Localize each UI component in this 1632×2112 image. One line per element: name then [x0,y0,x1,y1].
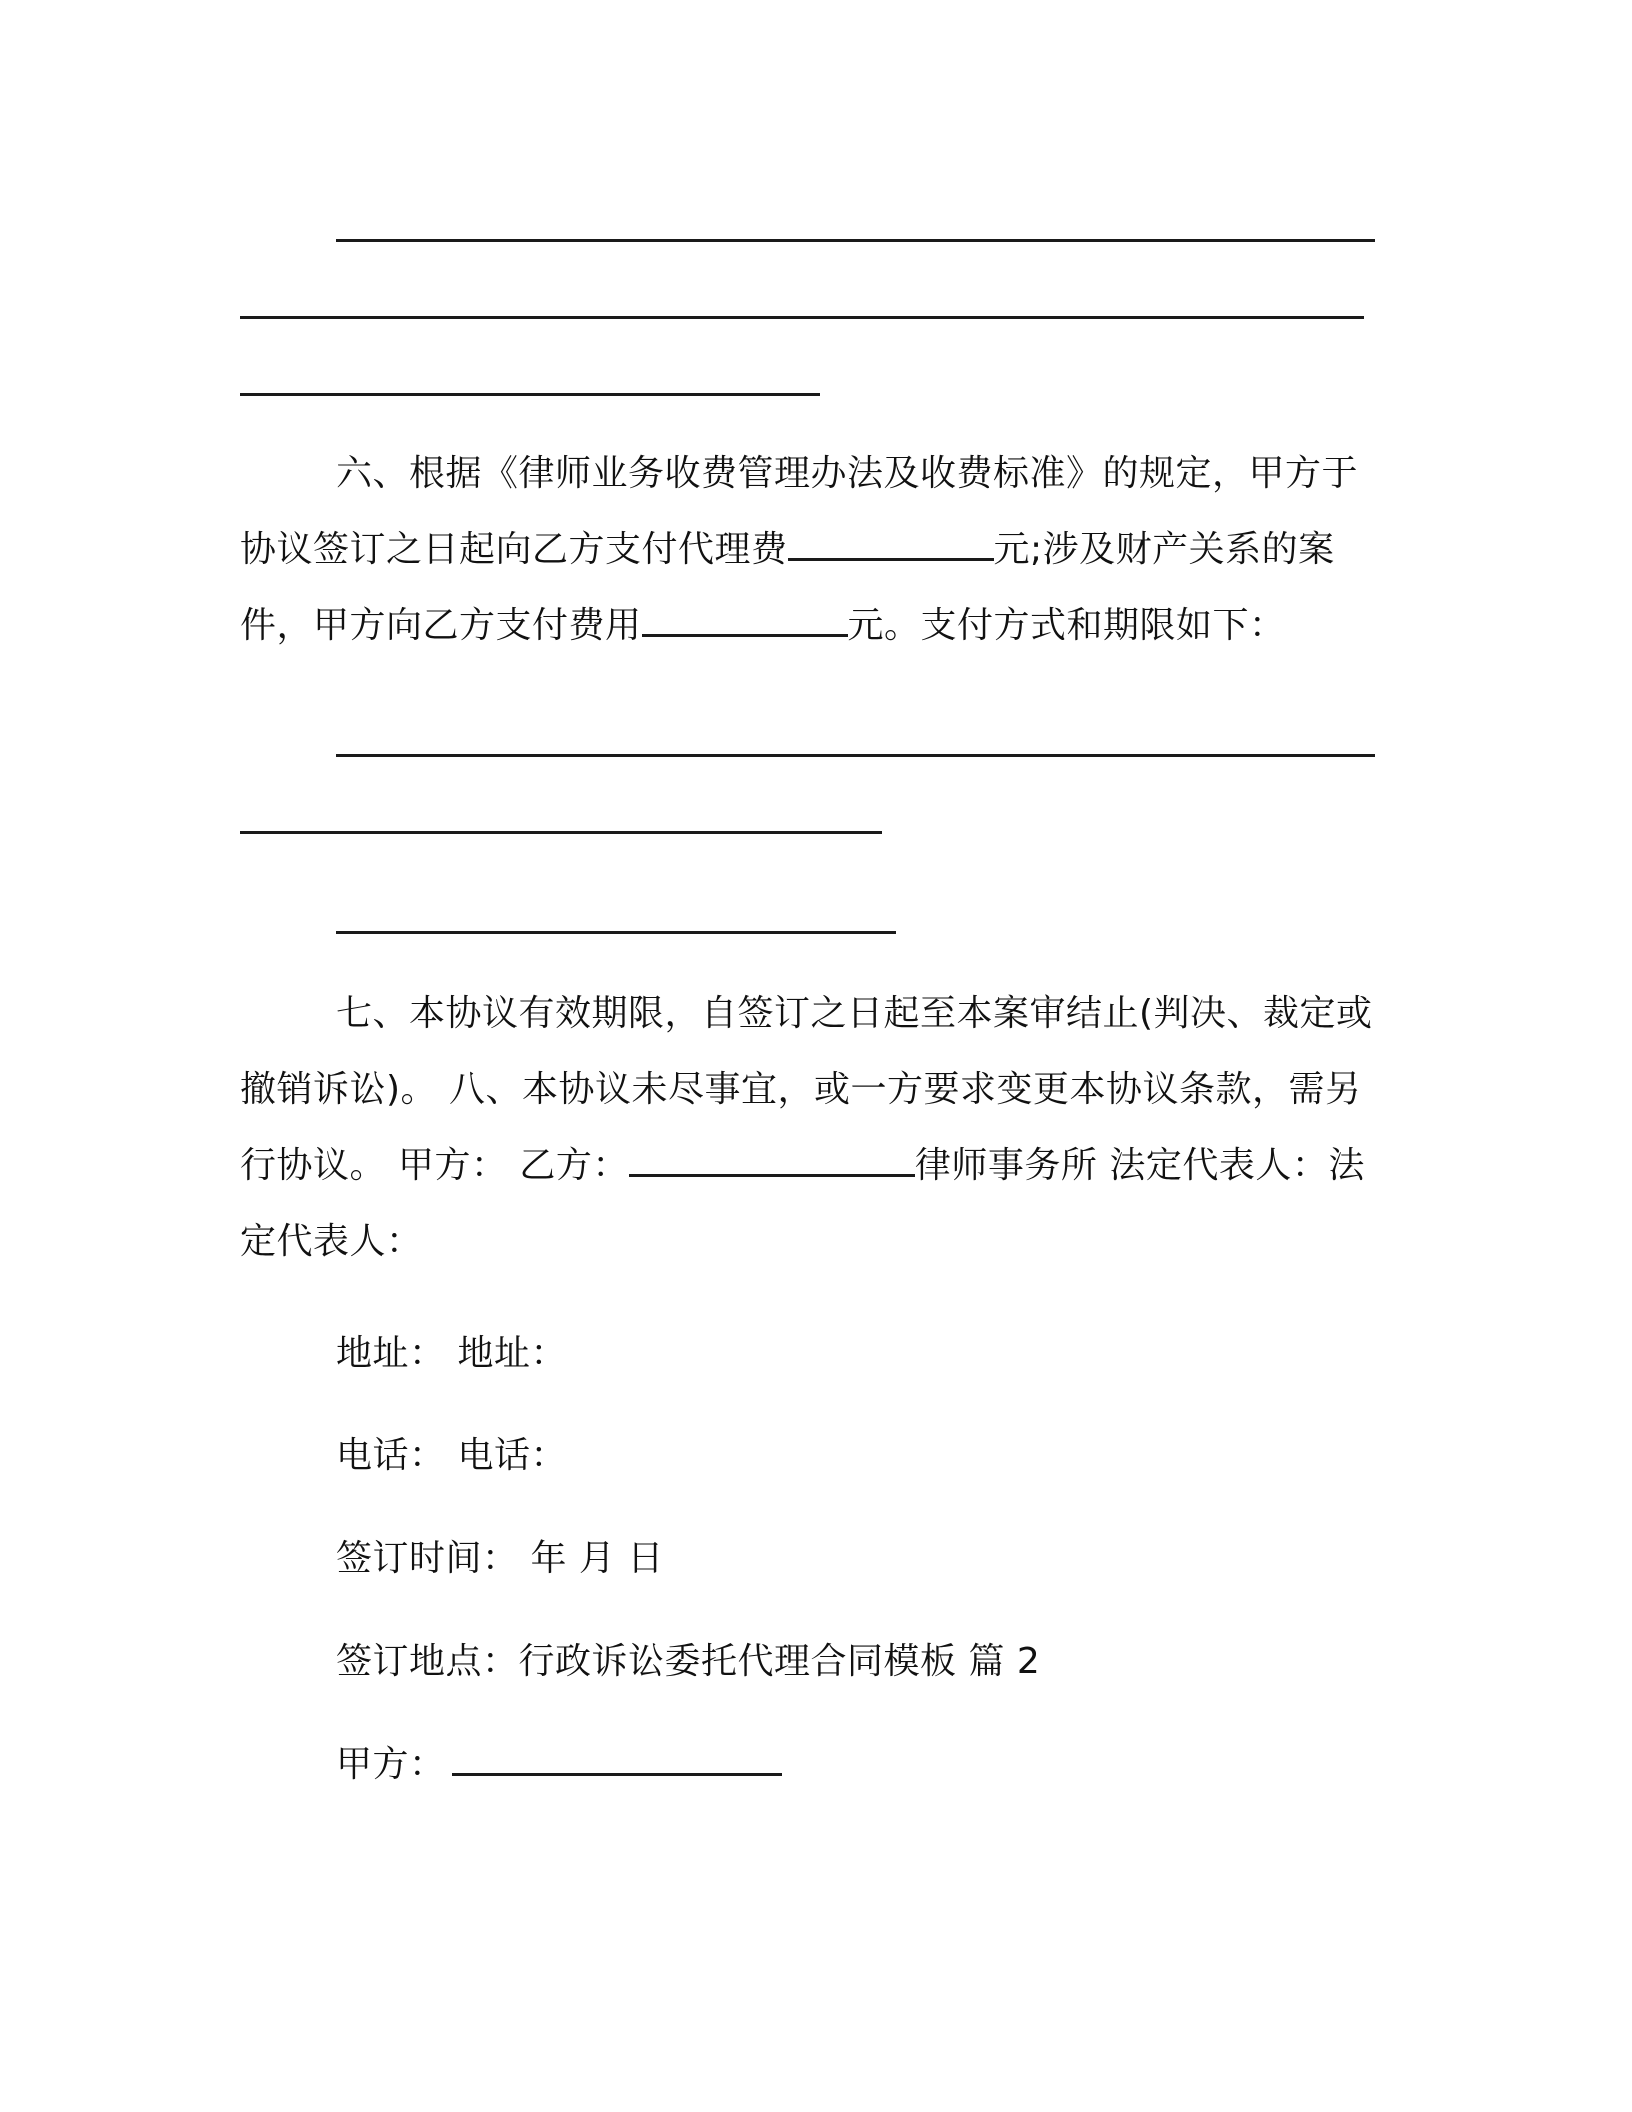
address-line: 地址： 地址： [336,1333,567,1374]
clause-7-text-1: 七、本协议有效期限，自签订之日起至本案审结止(判决、裁定或撤销诉讼)。 八、本协议未尽事宜，或一方要求变更本协议条款，需另行协议。 甲方： 乙方： [240,993,1373,1186]
expense-blank [642,604,848,637]
fill-line-1 [336,239,1375,242]
clause-6-text-1: 六、根据《律师业务收费管理办法及收费标准》的规定，甲方于协议签订之日起向乙方支付代理费 [240,453,1359,570]
clause-6-text-2: 元;涉及财产关系的案件，甲方向乙方支付费用 [240,529,1335,646]
party-a-blank [452,1743,782,1776]
clause-6-paragraph [240,436,1392,664]
clause-6-text-3: 元。支付方式和期限如下： [847,605,1286,646]
fill-line-2 [240,316,1364,319]
fee-blank [788,528,994,561]
fill-line-3 [240,393,820,396]
party-a-line [336,1739,782,1791]
fill-line-6 [336,931,896,934]
law-firm-blank [629,1144,915,1177]
clause-7-text-2: 律师事务所 法定代表人：法定代表人： [240,1145,1365,1262]
phone-line: 电话： 电话： [336,1435,567,1476]
sign-time-line: 签订时间： 年 月 日 [336,1538,664,1579]
party-a-label: 甲方： [336,1744,446,1785]
clause-7-paragraph [240,976,1392,1280]
fill-line-5 [240,831,882,834]
sign-place-line: 签订地点：行政诉讼委托代理合同模板 篇 2 [336,1641,1041,1682]
fill-line-4 [336,754,1375,757]
